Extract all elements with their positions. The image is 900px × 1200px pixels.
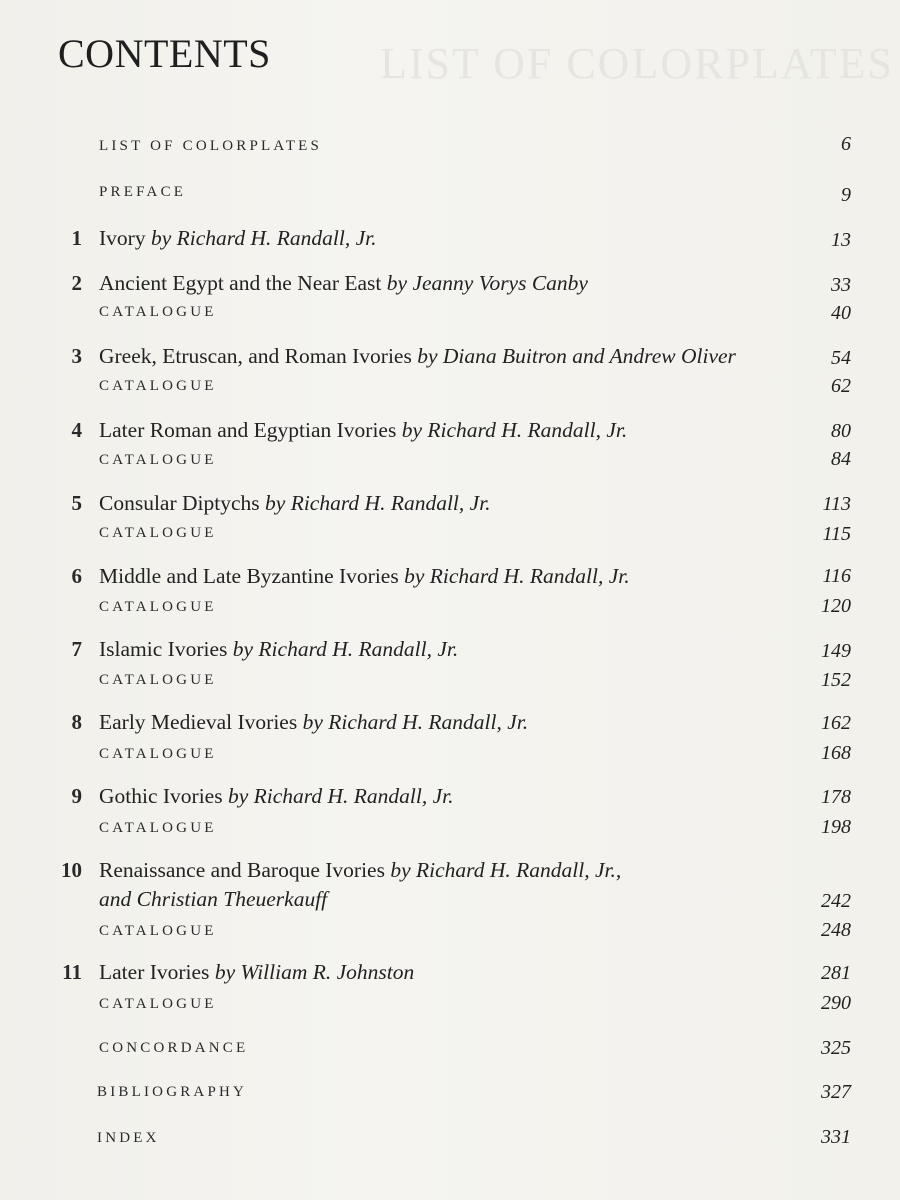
- chapter-title-line: [99, 418, 627, 443]
- toc-catalogue-11[interactable]: [0, 992, 900, 1022]
- toc-chapter-6[interactable]: [0, 564, 900, 594]
- chapter-number: 6: [71, 564, 82, 588]
- toc-entry-preface[interactable]: [0, 180, 900, 210]
- toc-page-number: 9: [841, 184, 851, 206]
- show-through-text: LIST OF COLORPLATES: [380, 39, 894, 88]
- chapter-title-line: [99, 784, 454, 809]
- toc-page-number: 152: [821, 669, 851, 691]
- toc-entry-concordance[interactable]: [0, 1036, 900, 1066]
- catalogue-label: CATALOGUE: [99, 378, 217, 394]
- catalogue-label: CATALOGUE: [99, 923, 217, 939]
- chapter-title-line: [99, 226, 376, 251]
- toc-page-number: 331: [821, 1126, 851, 1148]
- chapter-title: Middle and Late Byzantine Ivories: [99, 564, 399, 588]
- toc-catalogue-10[interactable]: [0, 919, 900, 949]
- toc-entry-label: LIST OF COLORPLATES: [99, 138, 323, 154]
- chapter-number: 1: [71, 226, 82, 250]
- toc-page-number: 13: [831, 229, 851, 251]
- chapter-by: by: [150, 226, 172, 250]
- toc-page-number: 6: [841, 133, 851, 155]
- toc-chapter-5[interactable]: [0, 491, 900, 521]
- catalogue-label: CATALOGUE: [99, 820, 217, 836]
- toc-chapter-11[interactable]: [0, 960, 900, 990]
- toc-chapter-1[interactable]: [0, 226, 900, 256]
- chapter-author: Richard H. Randall, Jr.: [429, 564, 630, 588]
- chapter-number: 8: [71, 710, 82, 734]
- catalogue-label: CATALOGUE: [99, 304, 217, 320]
- chapter-author: Richard H. Randall, Jr.: [290, 491, 491, 515]
- chapter-title-line: [99, 710, 528, 735]
- chapter-title-line: [99, 960, 414, 985]
- toc-page-number: 248: [821, 919, 851, 941]
- chapter-author: Richard H. Randall, Jr.: [176, 226, 377, 250]
- page-title: CONTENTS: [58, 31, 271, 76]
- toc-page-number: 116: [822, 565, 851, 587]
- toc-catalogue-5[interactable]: [0, 521, 900, 551]
- toc-chapter-3[interactable]: [0, 344, 900, 374]
- toc-page-number: 40: [831, 302, 851, 324]
- chapter-title-line: [99, 887, 327, 912]
- toc-chapter-10-continued[interactable]: [0, 887, 900, 917]
- toc-page-number: 54: [831, 347, 851, 369]
- chapter-by: by: [417, 344, 438, 368]
- chapter-number: 10: [61, 858, 82, 882]
- toc-page-number: 325: [821, 1037, 851, 1059]
- toc-entry-label: CONCORDANCE: [99, 1040, 249, 1056]
- chapter-number: 7: [71, 637, 82, 661]
- chapter-title: Early Medieval Ivories: [99, 710, 298, 734]
- toc-page-number: 62: [831, 375, 851, 397]
- toc-catalogue-9[interactable]: [0, 816, 900, 846]
- toc-page-number: 113: [822, 493, 851, 515]
- toc-page-number: 168: [821, 742, 851, 764]
- chapter-title: Consular Diptychs: [99, 491, 260, 515]
- toc-page-number: 178: [821, 786, 851, 808]
- toc-catalogue-4[interactable]: [0, 448, 900, 478]
- chapter-number: 11: [62, 960, 82, 984]
- chapter-number: 3: [71, 344, 82, 368]
- chapter-author: Jeanny Vorys Canby: [412, 271, 588, 295]
- chapter-title: Islamic Ivories: [99, 637, 228, 661]
- chapter-author: Richard H. Randall, Jr.,: [416, 858, 622, 882]
- toc-page-number: 149: [821, 640, 851, 662]
- chapter-by: by: [390, 858, 411, 882]
- toc-chapter-10[interactable]: [0, 858, 900, 888]
- chapter-title: Gothic Ivories: [99, 784, 223, 808]
- toc-page-number: 115: [822, 523, 851, 545]
- toc-page-number: 33: [831, 274, 851, 296]
- catalogue-label: CATALOGUE: [99, 672, 217, 688]
- chapter-by: by: [232, 637, 254, 661]
- chapter-title-line: [99, 858, 621, 883]
- toc-chapter-8[interactable]: [0, 710, 900, 740]
- toc-entry-label: BIBLIOGRAPHY: [97, 1084, 248, 1100]
- chapter-title-line: [99, 564, 630, 589]
- toc-catalogue-7[interactable]: [0, 668, 900, 698]
- chapter-by: by: [302, 710, 323, 734]
- catalogue-label: CATALOGUE: [99, 996, 217, 1012]
- toc-entry-label: PREFACE: [99, 184, 187, 200]
- toc-page-number: 198: [821, 816, 851, 838]
- toc-page-number: 80: [831, 420, 851, 442]
- chapter-author: Richard H. Randall, Jr.: [328, 710, 529, 734]
- chapter-title: Ancient Egypt and the Near East: [99, 271, 382, 295]
- toc-chapter-4[interactable]: [0, 418, 900, 448]
- catalogue-label: CATALOGUE: [99, 599, 217, 615]
- toc-entry-colorplates[interactable]: [0, 134, 900, 164]
- chapter-title-line: [99, 344, 736, 369]
- chapter-number: 5: [71, 491, 82, 515]
- toc-entry-bibliography[interactable]: [0, 1080, 900, 1110]
- toc-chapter-2[interactable]: [0, 271, 900, 301]
- chapter-by: by: [227, 784, 249, 808]
- chapter-author: Richard H. Randall, Jr.: [258, 637, 459, 661]
- chapter-number: 4: [71, 418, 82, 442]
- toc-catalogue-3[interactable]: [0, 374, 900, 404]
- toc-page-number: 120: [821, 595, 851, 617]
- toc-entry-index[interactable]: [0, 1126, 900, 1156]
- catalogue-label: CATALOGUE: [99, 452, 217, 468]
- toc-chapter-9[interactable]: [0, 784, 900, 814]
- chapter-title: Greek, Etruscan, and Roman Ivories: [99, 344, 412, 368]
- chapter-title: Later Roman and Egyptian Ivories: [99, 418, 397, 442]
- chapter-author: Richard H. Randall, Jr.: [253, 784, 454, 808]
- chapter-by: by: [214, 960, 236, 984]
- chapter-by: by: [265, 491, 286, 515]
- toc-page-number: 290: [821, 992, 851, 1014]
- chapter-by: by: [401, 418, 422, 442]
- chapter-title: Later Ivories: [99, 960, 210, 984]
- toc-catalogue-8[interactable]: [0, 742, 900, 772]
- chapter-by: by: [404, 564, 425, 588]
- chapter-author: Richard H. Randall, Jr.: [427, 418, 628, 442]
- chapter-author-continued: and Christian Theuerkauff: [99, 887, 328, 911]
- catalogue-label: CATALOGUE: [99, 746, 217, 762]
- chapter-author: Diana Buitron and Andrew Oliver: [442, 344, 736, 368]
- toc-page-number: 162: [821, 712, 851, 734]
- toc-entry-label: INDEX: [97, 1130, 160, 1146]
- chapter-number: 2: [71, 271, 82, 295]
- catalogue-label: CATALOGUE: [99, 525, 217, 541]
- toc-chapter-7[interactable]: [0, 637, 900, 667]
- chapter-title: Renaissance and Baroque Ivories: [99, 858, 385, 882]
- chapter-title-line: [99, 637, 458, 662]
- chapter-title-line: [99, 271, 588, 296]
- toc-page-number: 242: [821, 890, 851, 912]
- toc-catalogue-2[interactable]: [0, 300, 900, 330]
- toc-page-number: 327: [821, 1081, 851, 1103]
- chapter-number: 9: [71, 784, 82, 808]
- chapter-title-line: [99, 491, 491, 516]
- toc-page-number: 281: [821, 962, 851, 984]
- chapter-author: William R. Johnston: [240, 960, 415, 984]
- toc-catalogue-6[interactable]: [0, 595, 900, 625]
- toc-page-number: 84: [831, 448, 851, 470]
- chapter-title: Ivory: [99, 226, 146, 250]
- chapter-by: by: [386, 271, 408, 295]
